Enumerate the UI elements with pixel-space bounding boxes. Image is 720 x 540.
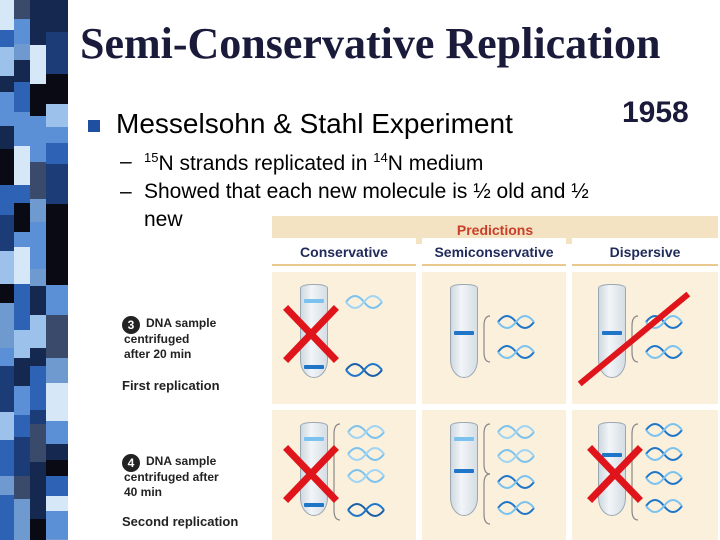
strip-cell [46, 285, 68, 315]
strip-cell [30, 269, 46, 286]
strip-cell [30, 410, 46, 424]
strip-cell [14, 284, 30, 330]
strip-cell [30, 199, 46, 222]
strip-cell [0, 495, 14, 524]
strip-cell [46, 511, 68, 539]
strip-cell [46, 32, 68, 74]
column-label: Conservative [300, 244, 388, 260]
strip-cell [0, 440, 14, 476]
cross-icon [288, 310, 334, 358]
dna-helix-icon [646, 448, 682, 460]
dna-helix-icon [646, 424, 682, 436]
predictions-label: Predictions [456, 222, 534, 238]
year-label: 1958 [622, 96, 689, 129]
strip-cell [46, 164, 68, 204]
slide-title: Semi-Conservative Replication [80, 19, 661, 68]
sub2-text: Showed that each new molecule is ½ old and ½ [144, 180, 589, 203]
strip-cell [0, 126, 14, 149]
dna-helix-icon [346, 364, 382, 376]
strip-cell [0, 366, 14, 412]
step-4-line-3: 40 min [124, 485, 163, 499]
strip-cell [0, 47, 14, 76]
step-4-line-2: centrifuged after [124, 470, 219, 484]
strip-cell [0, 524, 14, 540]
experiment-figure [118, 212, 720, 540]
strip-cell [14, 0, 30, 19]
strip-cell [14, 358, 30, 386]
strip-cell [30, 286, 46, 315]
strip-cell [30, 462, 46, 498]
dna-helix-icon [346, 296, 382, 308]
strip-cell [30, 424, 46, 462]
strip-cell [14, 437, 30, 476]
isotope-15: 15 [144, 150, 159, 165]
bullet-square-icon [88, 120, 100, 132]
strip-cell [0, 215, 14, 251]
strip-cell [30, 116, 46, 141]
strip-cell [46, 421, 68, 444]
strip-cell [14, 82, 30, 112]
dna-helix-icon [498, 346, 534, 358]
decorative-strip [0, 0, 68, 540]
strip-cell [0, 251, 14, 284]
strip-cell [46, 460, 68, 476]
sub-bullet-dash: – [120, 180, 132, 203]
strip-cell [14, 499, 30, 540]
dna-helix-icon [498, 316, 534, 328]
strip-cell [46, 383, 68, 421]
strip-cell [0, 412, 14, 440]
step-3-line-3: after 20 min [124, 347, 192, 361]
step-4-number: 4 [122, 454, 140, 472]
strip-cell [0, 185, 14, 215]
strip-cell [14, 415, 30, 437]
strip-cell [46, 223, 68, 258]
strip-cell [0, 348, 14, 366]
dna-helix-icon [498, 450, 534, 462]
bracket-icon [632, 424, 638, 520]
step-4-title: Second replication [122, 514, 239, 529]
strip-cell [46, 143, 68, 164]
strip-cell [30, 222, 46, 236]
strip-cell [14, 112, 30, 146]
strip-cell [14, 247, 30, 284]
strip-cell [30, 498, 46, 519]
strip-cell [46, 358, 68, 383]
strip-cell [30, 0, 46, 45]
dna-helix-icon [348, 504, 384, 516]
strip-cell [0, 303, 14, 348]
cross-icon [288, 450, 334, 498]
strip-cell [46, 0, 68, 32]
cross-icon [592, 450, 638, 498]
dna-helix-icon [348, 426, 384, 438]
strip-cell [46, 476, 68, 496]
sub-bullet-dash: – [120, 150, 132, 173]
dna-helix-icon [348, 470, 384, 482]
strip-cell [14, 232, 30, 247]
strip-cell [30, 315, 46, 348]
sub1-text-2: N medium [387, 152, 484, 175]
sub-bullet-2-continued: new [144, 208, 183, 231]
strip-cell [0, 284, 14, 303]
strip-cell [46, 127, 68, 143]
isotope-14: 14 [373, 150, 388, 165]
strip-cell [0, 76, 14, 92]
strip-cell [14, 386, 30, 415]
strip-cell [14, 19, 30, 44]
dna-helix-icon [498, 502, 534, 514]
strip-cell [30, 84, 46, 116]
strip-cell [14, 476, 30, 499]
strip-cell [46, 74, 68, 104]
dna-helix-icon [646, 500, 682, 512]
strip-cell [0, 476, 14, 495]
sub-bullet-1 [120, 150, 484, 176]
strip-cell [46, 315, 68, 329]
column-label: Dispersive [609, 244, 681, 260]
strip-cell [0, 0, 14, 30]
strip-cell [30, 141, 46, 162]
step-3-number: 3 [122, 316, 140, 334]
strip-cell [46, 204, 68, 223]
strip-cell [14, 146, 30, 185]
dna-helix-icon [348, 448, 384, 460]
strip-cell [46, 444, 68, 460]
step-3-title: First replication [122, 378, 220, 393]
step-3-line-2: centrifuged [124, 332, 190, 346]
strike-line-icon [582, 296, 686, 382]
strip-cell [14, 330, 30, 358]
main-bullet-text: Messelsohn & Stahl Experiment [116, 108, 513, 139]
step-4-line-1: DNA sample [146, 454, 217, 468]
strip-cell [46, 496, 68, 511]
bracket-icon [334, 424, 340, 520]
strip-cell [30, 162, 46, 199]
strip-cell [0, 30, 14, 47]
strip-cell [46, 104, 68, 127]
strip-cell [14, 44, 30, 60]
sub-bullet-2 [120, 180, 589, 204]
dna-helix-icon [498, 476, 534, 488]
strip-cell [30, 519, 46, 538]
strip-cell [30, 366, 46, 410]
strip-cell [46, 329, 68, 358]
bracket-icon [484, 424, 490, 474]
strip-cell [0, 149, 14, 185]
bracket-icon [484, 474, 490, 524]
strip-cell [0, 92, 14, 126]
strip-cell [14, 185, 30, 203]
step-3-line-1: DNA sample [146, 316, 217, 330]
strip-cell [30, 348, 46, 366]
dna-helix-icon [646, 472, 682, 484]
dna-helix-icon [498, 426, 534, 438]
bracket-icon [484, 316, 490, 362]
strip-cell [14, 203, 30, 232]
strip-cell [30, 236, 46, 269]
sub1-text-1: N strands replicated in [158, 152, 374, 175]
strip-cell [30, 45, 46, 84]
column-label: Semiconservative [434, 244, 554, 260]
dna-helix-icon [646, 346, 682, 358]
strip-cell [46, 258, 68, 285]
figure-overlay [118, 212, 720, 540]
strip-cell [14, 60, 30, 82]
